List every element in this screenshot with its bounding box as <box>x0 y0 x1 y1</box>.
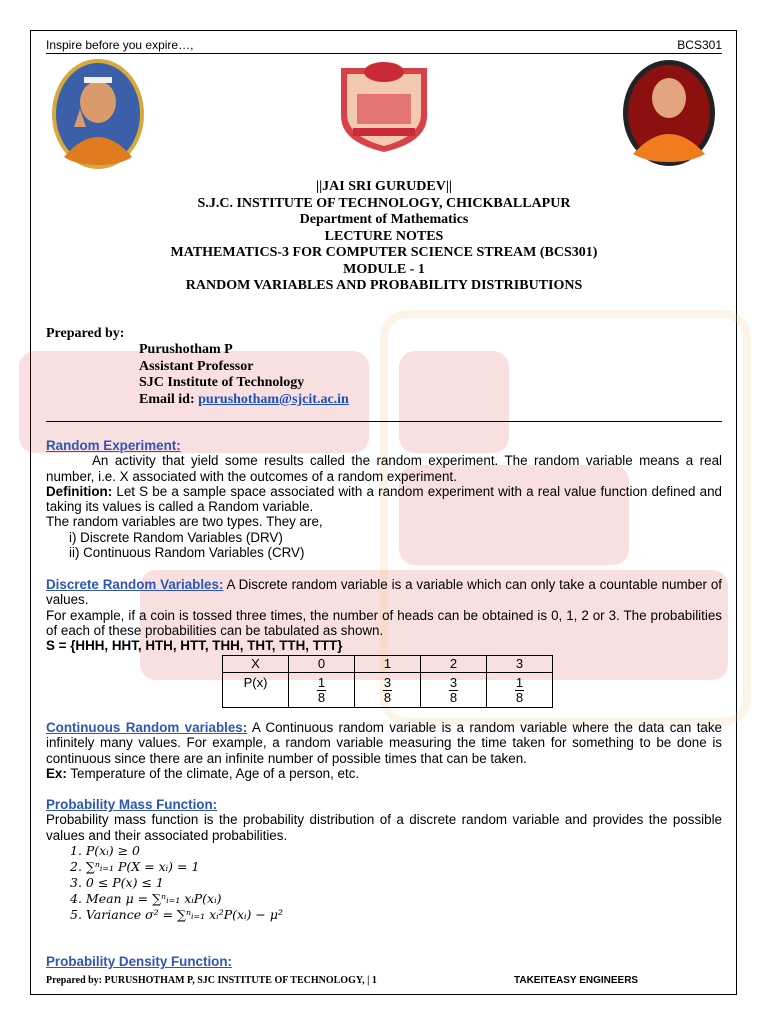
author-email-row <box>139 392 349 409</box>
table-cell: 2 <box>421 656 487 673</box>
discrete-text: A Discrete random variable is a variable which can only take a countable number of values. <box>46 577 723 608</box>
fraction <box>317 676 326 705</box>
continuous-heading: Continuous Random variables: <box>46 720 248 735</box>
title-block <box>46 179 722 295</box>
prepared-by-label: Prepared by: <box>46 326 125 341</box>
author-institute: SJC Institute of Technology <box>139 375 305 390</box>
author-name: Purushotham P <box>139 342 233 357</box>
title-institute: S.J.C. INSTITUTE OF TECHNOLOGY, CHICKBALLAPUR <box>197 195 571 211</box>
pdf-section <box>46 954 722 969</box>
denominator: 8 <box>383 690 392 705</box>
pmf-section <box>46 797 722 843</box>
probability-table <box>222 655 553 708</box>
discrete-heading: Discrete Random Variables: <box>46 577 224 592</box>
continuous-text: A Continuous random variable is a random variable where the data can take infinitely many values. For example, a random variable measuring the time taken for something to be done is continuous since there are an infinite number of possible times that can be taken. <box>46 720 723 766</box>
table-cell <box>289 673 355 708</box>
types-intro: The random variables are two types. They are, <box>46 514 323 530</box>
definition-para <box>46 484 722 515</box>
discrete-example: For example, if a coin is tossed three times, the number of heads can be obtained is 0, 1, 2 or 3. The probabilities of each of these probabilities can be tabulated as shown. <box>46 607 722 638</box>
institute-logo <box>333 58 435 154</box>
sample-space: S = {HHH, HHT, HTH, HTT, THH, THT, TTH, TTT} <box>46 638 343 654</box>
fraction <box>515 676 524 705</box>
portrait-right <box>621 58 717 168</box>
title-topic: RANDOM VARIABLES AND PROBABILITY DISTRIBUTIONS <box>185 278 583 293</box>
table-cell: 3 <box>487 656 553 673</box>
denominator: 8 <box>515 690 524 705</box>
title-course: MATHEMATICS-3 FOR COMPUTER SCIENCE STREAM (BCS301) <box>170 245 598 260</box>
fraction <box>449 676 458 705</box>
fraction <box>383 676 392 705</box>
definition-text: Let S be a sample space associated with a random experiment with a real value function defined and taking its values is called a Random variable. <box>46 483 722 515</box>
title-module: MODULE - 1 <box>343 261 425 277</box>
discrete-definition <box>46 577 722 608</box>
title-lecture-notes: LECTURE NOTES <box>324 228 444 244</box>
random-experiment-section <box>46 438 722 560</box>
header-divider <box>46 53 722 54</box>
pmf-property: 2. ∑ⁿᵢ₌₁ P(X = xᵢ) = 1 <box>70 859 200 874</box>
table-cell <box>487 673 553 708</box>
header-course-code: BCS301 <box>677 38 722 52</box>
random-experiment-para: An activity that yield some results called the random experiment. The random variable means a real number, i.e. X associated with the outcomes of a random experiment. <box>46 453 722 484</box>
table-row <box>223 673 553 708</box>
footer-brand: TAKEITEASY ENGINEERS <box>514 975 639 986</box>
denominator: 8 <box>317 690 326 705</box>
portrait-left <box>50 57 146 171</box>
email-link[interactable]: purushotham@sjcit.ac.in <box>198 391 349 407</box>
denominator: 8 <box>449 690 458 705</box>
section-divider <box>46 421 722 422</box>
example-text: Temperature of the climate, Age of a person, etc. <box>66 765 360 781</box>
footer-prepared-by: Prepared by: PURUSHOTHAM P, SJC INSTITUTE OF TECHNOLOGY, | 1 <box>46 975 377 986</box>
table-row <box>223 656 553 673</box>
table-cell: 0 <box>289 656 355 673</box>
numerator: 1 <box>515 675 524 690</box>
type-item: i) Discrete Random Variables (DRV) <box>69 529 283 545</box>
pmf-properties <box>70 843 283 923</box>
pmf-property: 4. Mean μ = ∑ⁿᵢ₌₁ xᵢP(xᵢ) <box>70 891 222 906</box>
table-header-cell: X <box>223 656 289 673</box>
numerator: 3 <box>383 675 392 690</box>
example-label: Ex: <box>46 765 67 781</box>
title-invocation: ||JAI SRI GURUDEV|| <box>315 179 452 194</box>
continuous-section <box>46 720 722 781</box>
author-designation: Assistant Professor <box>139 358 254 374</box>
table-cell <box>355 673 421 708</box>
table-header-cell: P(x) <box>223 673 289 708</box>
title-department: Department of Mathematics <box>299 212 469 227</box>
pmf-property: 1. P(xᵢ) ≥ 0 <box>70 843 141 858</box>
pmf-property: 5. Variance σ² = ∑ⁿᵢ₌₁ xᵢ²P(xᵢ) − μ² <box>70 907 283 922</box>
type-item: ii) Continuous Random Variables (CRV) <box>69 545 305 561</box>
pmf-heading: Probability Mass Function: <box>46 797 218 812</box>
numerator: 1 <box>317 675 326 690</box>
definition-label: Definition: <box>46 483 113 499</box>
continuous-example <box>46 766 722 781</box>
table-cell: 1 <box>355 656 421 673</box>
continuous-definition <box>46 720 722 766</box>
header-motto: Inspire before you expire…, <box>46 38 194 52</box>
pmf-property: 3. 0 ≤ P(x) ≤ 1 <box>70 875 164 890</box>
pdf-heading: Probability Density Function: <box>46 954 232 969</box>
numerator: 3 <box>449 675 458 690</box>
pmf-text: Probability mass function is the probability distribution of a discrete random variable and provides the possible values and their associated probabilities. <box>46 812 722 843</box>
email-label: Email id: <box>139 391 195 407</box>
random-experiment-heading: Random Experiment: <box>46 438 181 453</box>
table-cell <box>421 673 487 708</box>
author-details <box>139 342 349 408</box>
discrete-section <box>46 577 722 653</box>
